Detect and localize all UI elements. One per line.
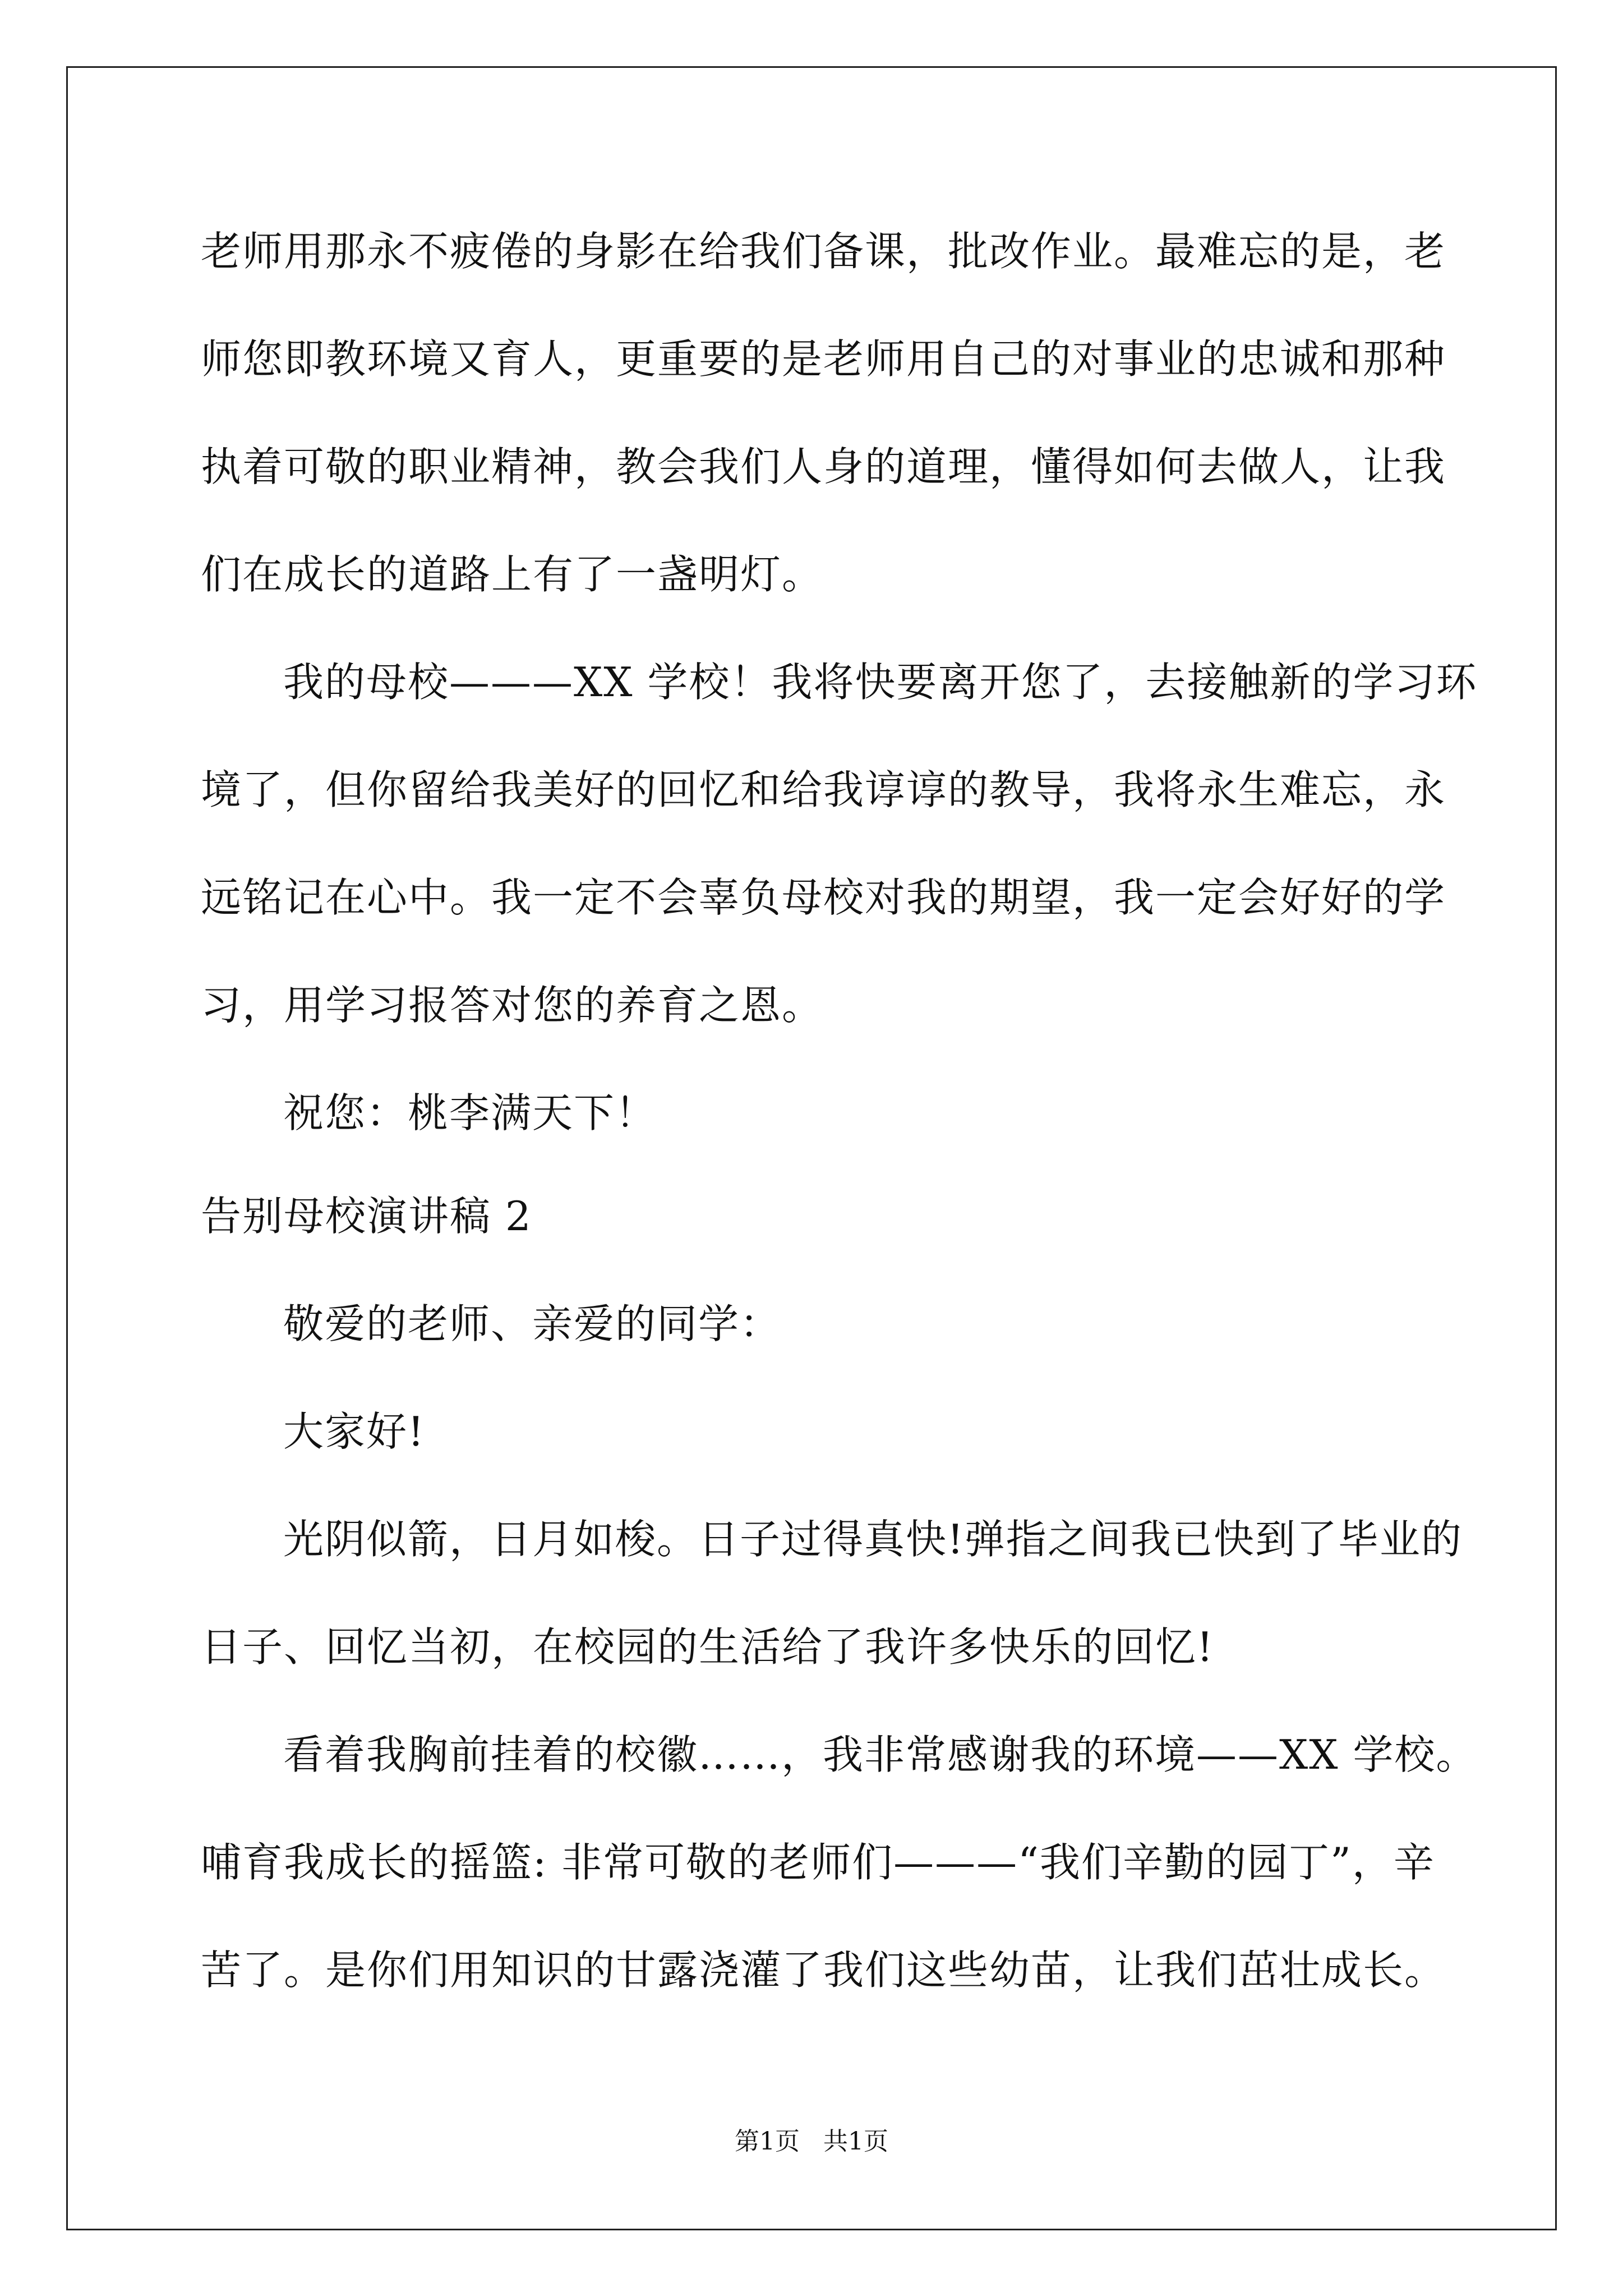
body-text-line: 习，用学习报答对您的养育之恩。	[201, 982, 824, 1029]
body-text-line: 老师用那永不疲倦的身影在给我们备课，批改作业。最难忘的是，老	[201, 228, 1446, 275]
body-text-line: 执着可敬的职业精神，教会我们人身的道理，懂得如何去做人，让我	[201, 443, 1446, 490]
greeting-line: 大家好!	[283, 1408, 425, 1455]
paragraph-start-line: 我的母校———XX 学校！我将快要离开您了，去接触新的学习环	[283, 659, 1478, 706]
salutation-line: 敬爱的老师、亲爱的同学：	[283, 1300, 782, 1347]
body-text-line: 远铭记在心中。我一定不会辜负母校对我的期望，我一定会好好的学	[201, 874, 1446, 921]
body-text-line: 师您即教环境又育人，更重要的是老师用自己的对事业的忠诚和那种	[201, 335, 1446, 383]
body-text-line: 日子、回忆当初，在校园的生活给了我许多快乐的回忆!	[201, 1623, 1214, 1671]
paragraph-start-line: 光阴似箭，日月如梭。日子过得真快!弹指之间我已快到了毕业的	[283, 1516, 1463, 1563]
section-heading: 告别母校演讲稿 2	[201, 1193, 532, 1240]
page-number-footer: 第1页 共1页	[735, 2127, 888, 2156]
body-text-line: 们在成长的道路上有了一盏明灯。	[201, 551, 824, 598]
blessing-line: 祝您：桃李满天下！	[283, 1089, 657, 1137]
paragraph-start-line: 看着我胸前挂着的校徽……，我非常感谢我的环境——XX 学校。	[283, 1731, 1478, 1778]
body-text-line: 苦了。是你们用知识的甘露浇灌了我们这些幼苗，让我们茁壮成长。	[201, 1947, 1446, 1994]
body-text-line: 哺育我成长的摇篮: 非常可敬的老师们———“我们辛勤的园丁”，辛	[201, 1839, 1435, 1886]
body-text-line: 境了，但你留给我美好的回忆和给我谆谆的教导，我将永生难忘，永	[201, 766, 1446, 813]
page-border	[66, 66, 1557, 2230]
